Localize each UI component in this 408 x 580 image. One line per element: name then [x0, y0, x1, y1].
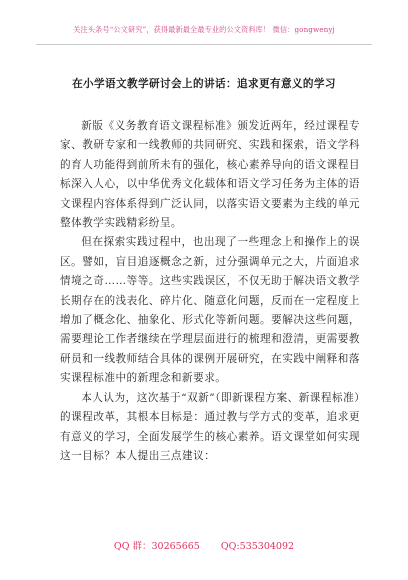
footer-contact [0, 538, 408, 552]
document-body [60, 117, 360, 466]
footer-qq-group: QQ 群：30265665 [113, 541, 200, 552]
footer-qq-number: QQ:535304092 [220, 541, 295, 552]
paragraph-3: 本人认为，这次基于“双新”（即新课程方案、新课程标准）的课程改革，其根本目标是：通过教与学方式的变革，追求更有意义的学习，全面发展学生的核心素养。语文课堂如何实现这一目标？本人提出三点建议： [60, 391, 360, 462]
header-divider [36, 44, 372, 45]
paragraph-2: 但在探索实践过程中，也出现了一些理念上和操作上的误区。譬如，盲目追逐概念之新，过分强调单元之大，片面追求情境之奇……等等。这些实践误区，不仅无助于解决语文教学长期存在的浅表化、碎片化、随意化问题，反而在一定程度上增加了概念化、抽象化、形式化等新问题。要解决这些问题，需要理论工作者继续在学理层面进行的梳理和澄清，更需要教研员和一线教师结合具体的课例开展研究，在实践中阐释和落实课程标准中的新理念和新要求。 [60, 236, 360, 385]
paragraph-1: 新版《义务教育语文课程标准》颁发近两年，经过课程专家、教研专家和一线教师的共同研究、实践和探索，语文学科的育人功能得到前所未有的强化，核心素养导向的语文课程目标深入人心，以中华优秀文化载体和语文学习任务为主体的语文课程内容体系得到广泛认同，以落实语文要素为主线的单元整体教学实践精彩纷呈。 [60, 120, 360, 230]
header-promo-note: 关注头条号“公文研究”，获得最新最全最专业的公文资料库！ 微信：gongwenyj [73, 25, 335, 34]
document-title: 在小学语文教学研讨会上的讲话：追求更有意义的学习 [72, 78, 336, 90]
